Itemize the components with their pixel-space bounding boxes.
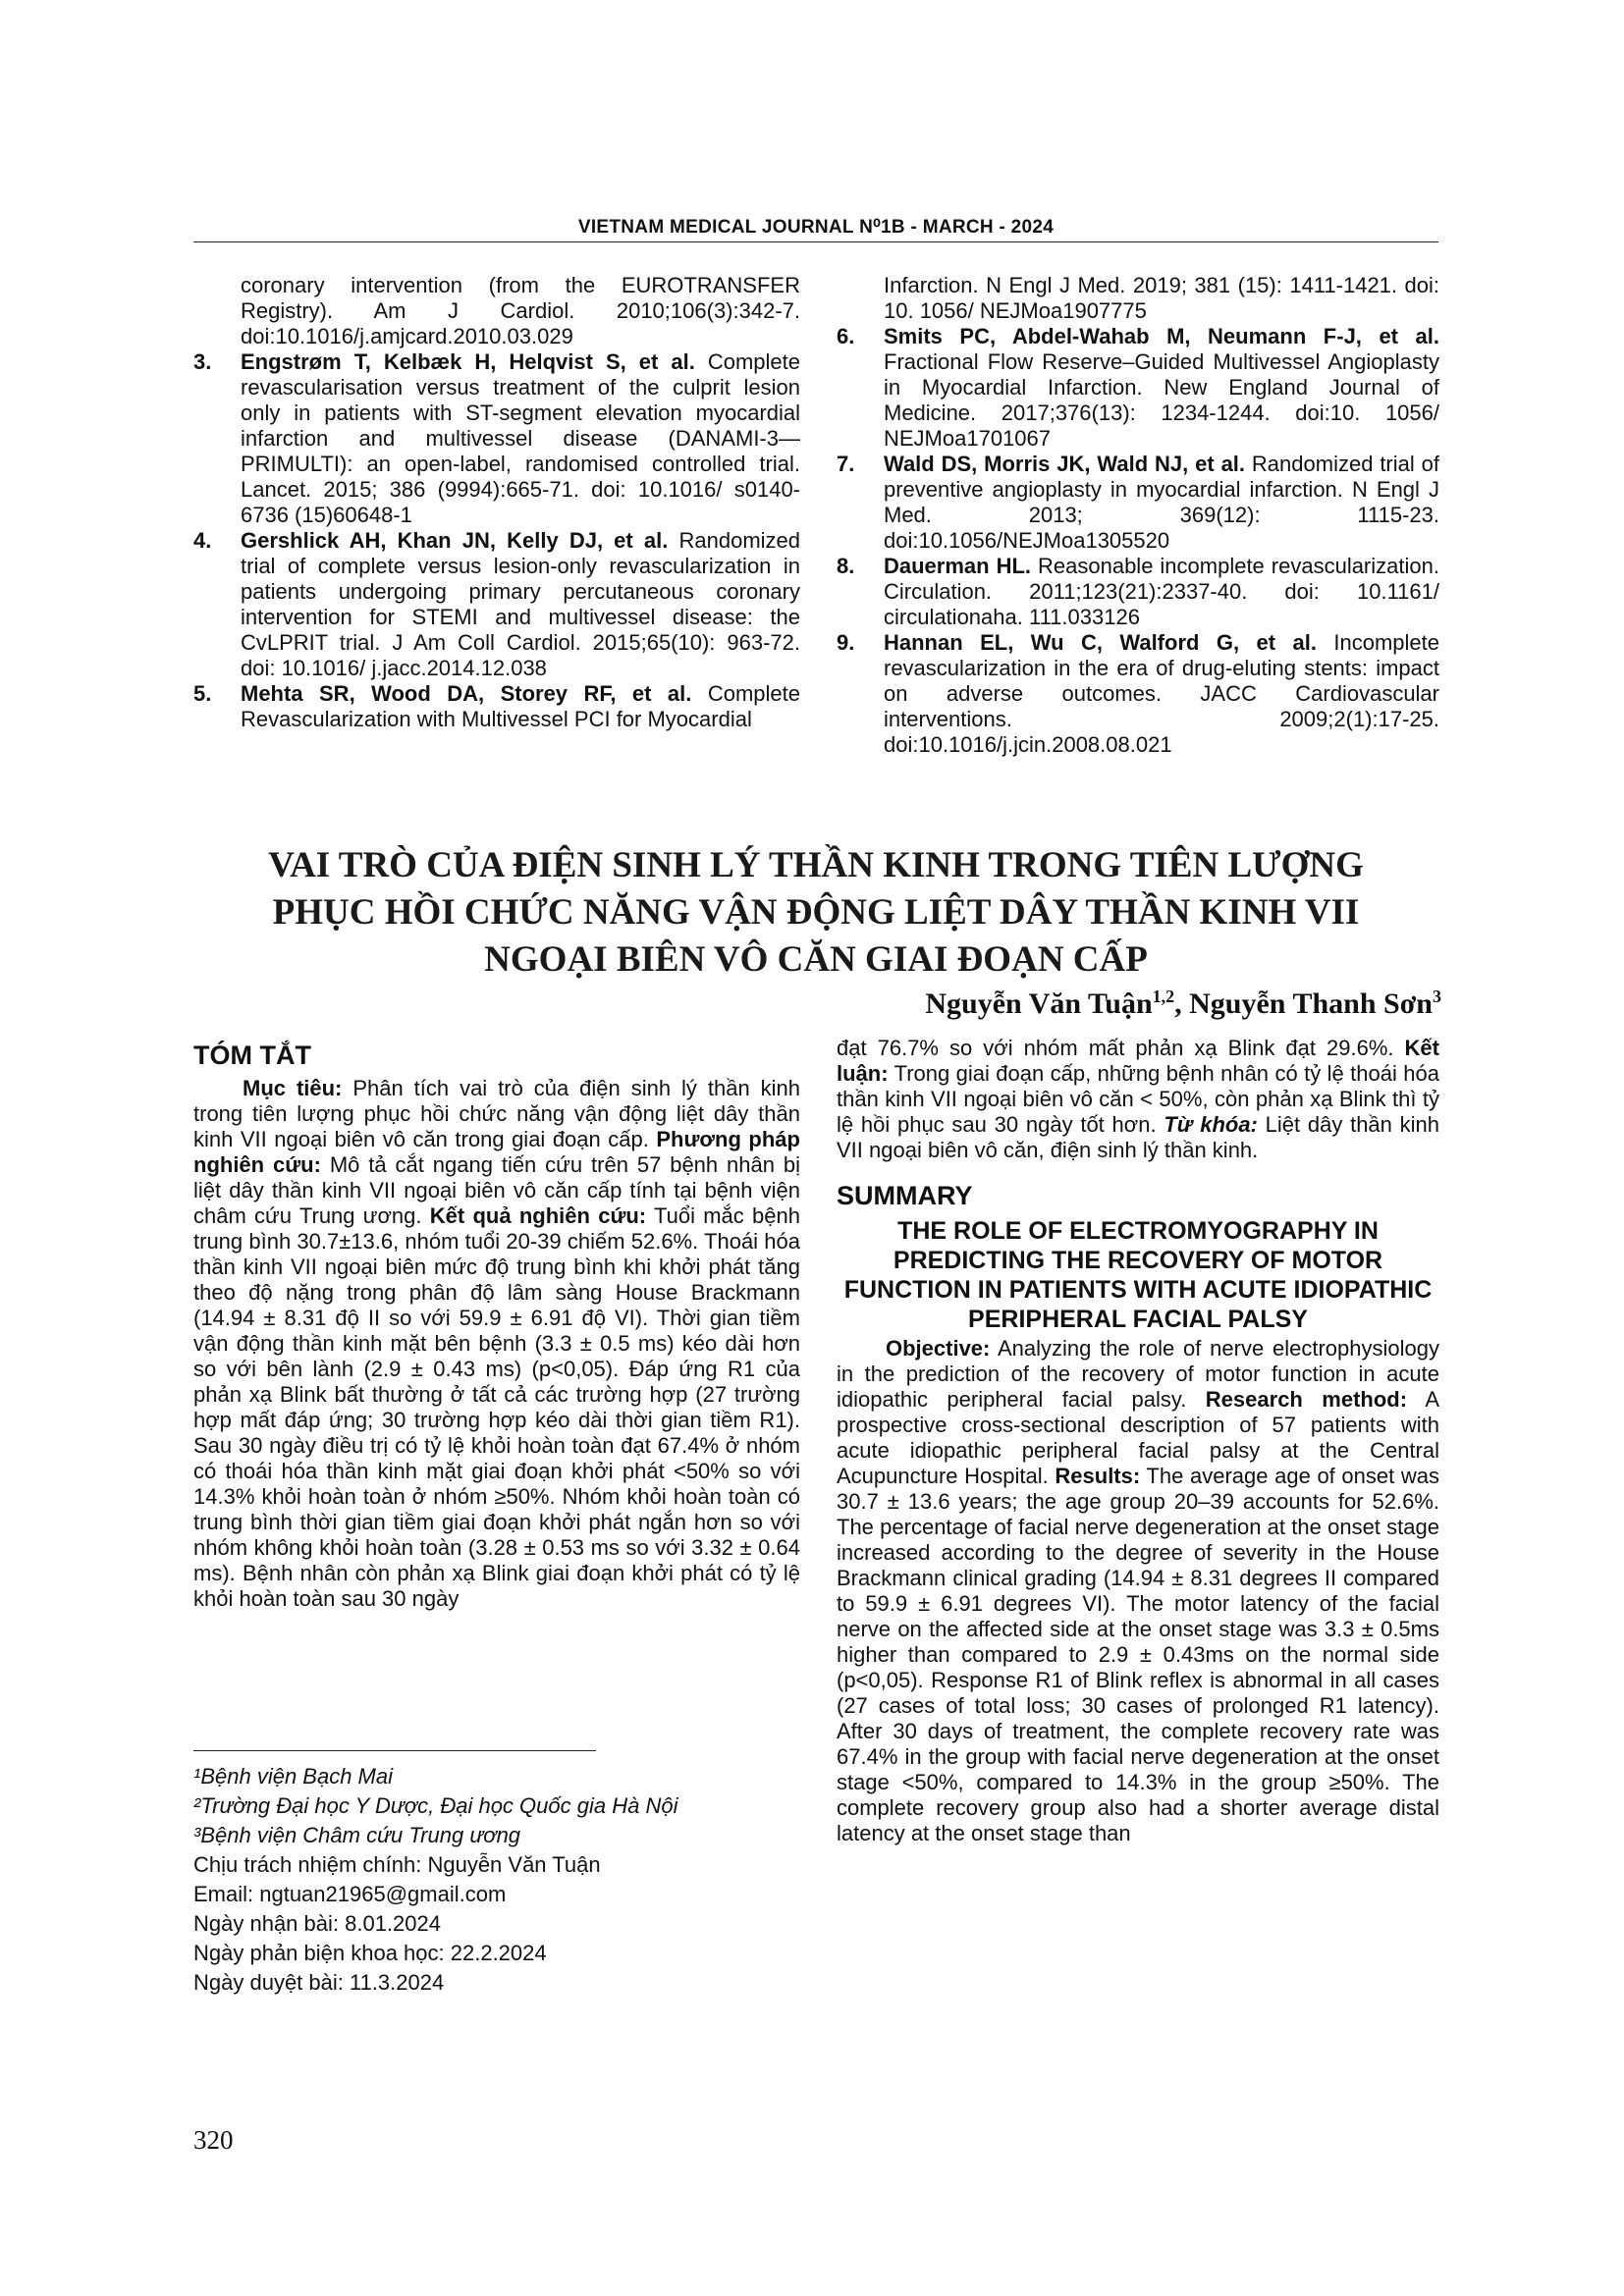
reference-text: Reasonable incomplete revascularization. Circulation. 2011;123(21):2337-40. doi: 10.1161/ circulationaha. 111.033126 bbox=[884, 554, 1439, 629]
reference-number: 5. bbox=[193, 681, 212, 706]
approval-date: Ngày duyệt bài: 11.3.2024 bbox=[193, 1970, 445, 1995]
page-number: 320 bbox=[193, 2125, 234, 2155]
summary-heading: SUMMARY bbox=[837, 1181, 973, 1210]
reference-item bbox=[193, 681, 800, 732]
results-label: Kết quả nghiên cứu: bbox=[429, 1203, 647, 1228]
objective-text: Phân tích vai trò của điện sinh lý thần kinh trong tiên lượng phục hồi chức năng vận động liệt dây thần kinh VII ngoại biên vô căn trong giai đoạn cấp. bbox=[193, 1076, 800, 1151]
reference-authors: Gershlick AH, Khan JN, Kelly DJ, et al. bbox=[241, 528, 669, 553]
reference-authors: Dauerman HL. bbox=[884, 554, 1032, 578]
results-label: Results: bbox=[1055, 1464, 1141, 1488]
reference-text: Fractional Flow Reserve–Guided Multivessel Angioplasty in Myocardial Infarction. New England Journal of Medicine. 2017;376(13): 1234-1244. doi:10. 1056/ NEJMoa1701067 bbox=[884, 349, 1439, 451]
reference-authors: Smits PC, Abdel-Wahab M, Neumann F-J, et al. bbox=[884, 324, 1439, 348]
title-line: VAI TRÒ CỦA ĐIỆN SINH LÝ THẦN KINH TRONG TIÊN LƯỢNG bbox=[268, 845, 1364, 885]
reference-text: Complete revascularisation versus treatment of the culprit lesion only in patients with ST-segment elevation myocardial infarction and multivessel disease (DANAMI-3—PRIMULTI): an open-label, randomised controlled trial. Lancet. 2015; 386 (9994):665-71. doi: 10.1016/ s0140-6736 (15)60648-1 bbox=[241, 349, 800, 527]
method-label: Research method: bbox=[1205, 1387, 1408, 1412]
conclusion-label: Kết luận: bbox=[837, 1036, 1439, 1086]
author-name: Nguyễn Thanh Sơn bbox=[1189, 988, 1433, 1020]
reference-text: Randomized trial of complete versus lesion-only revascularization in patients undergoing primary percutaneous coronary intervention for STEMI and multivessel disease: the CvLPRIT trial. J Am Coll Cardiol. 2015;65(10): 963-72. doi: 10.1016/ j.jacc.2014.12.038 bbox=[241, 528, 800, 680]
keywords-text: Liệt dây thần kinh VII ngoại biên vô căn, điện sinh lý thần kinh. bbox=[837, 1112, 1440, 1162]
header-rule bbox=[193, 241, 1438, 242]
author-name: Nguyễn Văn Tuận bbox=[925, 988, 1153, 1020]
abstract-vi-heading: TÓM TẮT bbox=[193, 1041, 311, 1070]
method-label: Phương pháp nghiên cứu: bbox=[193, 1127, 800, 1177]
objective-text: Analyzing the role of nerve electrophysiology in the prediction of the recovery of motor function in acute idiopathic peripheral facial palsy. bbox=[837, 1336, 1439, 1412]
reference-item bbox=[193, 349, 800, 528]
reference-number: 8. bbox=[837, 554, 855, 578]
reference-item bbox=[837, 324, 1439, 452]
article-authors bbox=[925, 987, 1441, 1021]
reference-number: 6. bbox=[837, 324, 855, 348]
objective-label: Objective: bbox=[886, 1336, 991, 1361]
reference-authors: Engstrøm T, Kelbæk H, Helqvist S, et al. bbox=[241, 349, 695, 374]
reference-item bbox=[193, 273, 800, 349]
reference-item bbox=[837, 630, 1439, 758]
reference-number: 9. bbox=[837, 630, 855, 655]
keywords-label: Từ khóa: bbox=[1164, 1112, 1258, 1137]
objective-label: Mục tiêu: bbox=[243, 1076, 343, 1100]
journal-header: VIETNAM MEDICAL JOURNAL N⁰1B - MARCH - 2024 bbox=[577, 217, 1055, 238]
review-date: Ngày phản biện khoa học: 22.2.2024 bbox=[193, 1941, 547, 1965]
reference-authors: Wald DS, Morris JK, Wald NJ, et al. bbox=[884, 452, 1246, 476]
results-text: Tuổi mắc bệnh trung bình 30.7±13.6, nhóm tuổi 20-39 chiếm 52.6%. Thoái hóa thần kinh VII ngoại biên mức độ trung bình khi khởi phát tăng theo độ nặng trong phân độ lâm sàng House Brackmann (14.94 ± 8.31 độ II so với 59.9 ± 6.91 độ VI). Thời gian tiềm vận động thần kinh mặt bên bệnh (3.3 ± 0.5 ms) kéo dài hơn so với bên lành (2.9 ± 0.43 ms) (p<0,05). Đáp ứng R1 của phản xạ Blink bất thường ở tất cả các trường hợp (27 trường hợp mất đáp ứng; 30 trường hợp kéo dài thời gian tiềm R1). Sau 30 ngày điều trị có tỷ lệ khỏi hoàn toàn đạt 67.4% ở nhóm có thoái hóa thần kinh mặt giai đoạn khởi phát <50% so với 14.3% khỏi hoàn toàn ở nhóm ≥50%. Nhóm khỏi hoàn toàn có trung bình thời gian tiềm giai đoạn khởi phát ngắn hơn so với nhóm không khỏi hoàn toàn (3.28 ± 0.53 ms so với 3.32 ± 0.64 ms). Bệnh nhân còn phản xạ Blink giai đoạn khởi phát có tỷ lệ khỏi hoàn toàn sau 30 ngày bbox=[193, 1203, 800, 1611]
reference-item bbox=[837, 273, 1439, 324]
english-title: THE ROLE OF ELECTROMYOGRAPHY IN PREDICTING THE RECOVERY OF MOTOR FUNCTION IN PATIENTS WITH ACUTE IDIOPATHIC PERIPHERAL FACIAL PALSY bbox=[843, 1217, 1433, 1333]
corresponding-author: Chịu trách nhiệm chính: Nguyễn Văn Tuận bbox=[193, 1852, 601, 1877]
reference-number: 7. bbox=[837, 452, 855, 476]
reference-text: Infarction. N Engl J Med. 2019; 381 (15): 1411-1421. doi: 10. 1056/ NEJMoa1907775 bbox=[884, 273, 1439, 323]
reference-number: 3. bbox=[193, 349, 212, 374]
abstract-vi-continued bbox=[837, 1036, 1439, 1163]
reference-text: coronary intervention (from the EUROTRANSFER Registry). Am J Cardiol. 2010;106(3):342-7. doi:10.1016/j.amjcard.2010.03.029 bbox=[241, 273, 800, 348]
reference-text: Randomized trial of preventive angioplasty in myocardial infarction. N Engl J Med. 2013; 369(12): 1115-23. doi:10.1056/NEJMoa1305520 bbox=[884, 452, 1439, 553]
method-text: A prospective cross-sectional description of 57 patients with acute idiopathic peripheral facial palsy at the Central Acupuncture Hospital. bbox=[837, 1387, 1439, 1488]
author-separator: , bbox=[1174, 988, 1190, 1020]
reference-item bbox=[193, 528, 800, 681]
results-text: The average age of onset was 30.7 ± 13.6 years; the age group 20–39 accounts for 52.6%. The percentage of facial nerve degeneration at the onset stage increased according to the degree of severity in the House Brackmann clinical grading (14.94 ± 8.31 degrees II compared to 59.9 ± 6.91 degrees VI). The motor latency of the facial nerve on the affected side at the onset stage was 3.3 ± 0.5ms higher than compared to 2.9 ± 0.43ms on the normal side (p<0,05). Response R1 of Blink reflex is abnormal in all cases (27 cases of total loss; 30 cases of prolonged R1 latency). After 30 days of treatment, the complete recovery rate was 67.4% in the group with facial nerve degeneration at the onset stage <50%, compared to 14.3% in the group ≥50%. The complete recovery group also had a shorter average distal latency at the onset stage than bbox=[837, 1464, 1439, 1845]
affiliation-3: ³Bệnh viện Châm cứu Trung ương bbox=[193, 1823, 521, 1847]
reference-item bbox=[837, 554, 1439, 630]
reference-item bbox=[837, 452, 1439, 554]
author-affiliation: 3 bbox=[1433, 987, 1441, 1006]
footnote-rule bbox=[193, 1750, 596, 1751]
abstract-en-body bbox=[837, 1336, 1439, 1846]
affiliation-1: ¹Bệnh viện Bạch Mai bbox=[193, 1764, 393, 1789]
affiliation-2: ²Trường Đại học Y Dược, Đại học Quốc gia Hà Nội bbox=[193, 1793, 678, 1818]
title-line: PHỤC HỒI CHỨC NĂNG VẬN ĐỘNG LIỆT DÂY THẦN KINH VII bbox=[272, 892, 1360, 933]
abstract-en-column bbox=[837, 1036, 1439, 1846]
footnotes bbox=[193, 1762, 743, 1998]
reference-authors: Hannan EL, Wu C, Walford G, et al. bbox=[884, 630, 1317, 655]
received-date: Ngày nhận bài: 8.01.2024 bbox=[193, 1911, 441, 1936]
reference-text: Complete Revascularization with Multivessel PCI for Myocardial bbox=[241, 681, 800, 731]
abstract-vi-column bbox=[193, 1042, 800, 1612]
author-email: Email: ngtuan21965@gmail.com bbox=[193, 1882, 507, 1906]
title-line: NGOẠI BIÊN VÔ CĂN GIAI ĐOẠN CẤP bbox=[484, 939, 1148, 980]
method-text: Mô tả cắt ngang tiến cứu trên 57 bệnh nhân bị liệt dây thần kinh VII ngoại biên vô căn cấp tính tại bệnh viện châm cứu Trung ương. bbox=[193, 1152, 800, 1228]
references-right-column bbox=[837, 273, 1439, 758]
article-title bbox=[193, 842, 1438, 984]
continued-text: đạt 76.7% so với nhóm mất phản xạ Blink đạt 29.6%. bbox=[837, 1036, 1405, 1060]
references-left-column bbox=[193, 273, 800, 732]
reference-text: Incomplete revascularization in the era of drug-eluting stents: impact on adverse outcomes. JACC Cardiovascular interventions. 2009;2(1):17-25. doi:10.1016/j.jcin.2008.08.021 bbox=[884, 630, 1439, 757]
author-affiliation: 1,2 bbox=[1152, 987, 1175, 1006]
abstract-vi-body bbox=[193, 1076, 800, 1612]
reference-authors: Mehta SR, Wood DA, Storey RF, et al. bbox=[241, 681, 692, 706]
conclusion-text: Trong giai đoạn cấp, những bệnh nhân có tỷ lệ thoái hóa thần kinh VII ngoại biên vô căn < 50%, còn phản xạ Blink thì tỷ lệ hồi phục sau 30 ngày tốt hơn. bbox=[837, 1061, 1439, 1137]
reference-number: 4. bbox=[193, 528, 212, 553]
